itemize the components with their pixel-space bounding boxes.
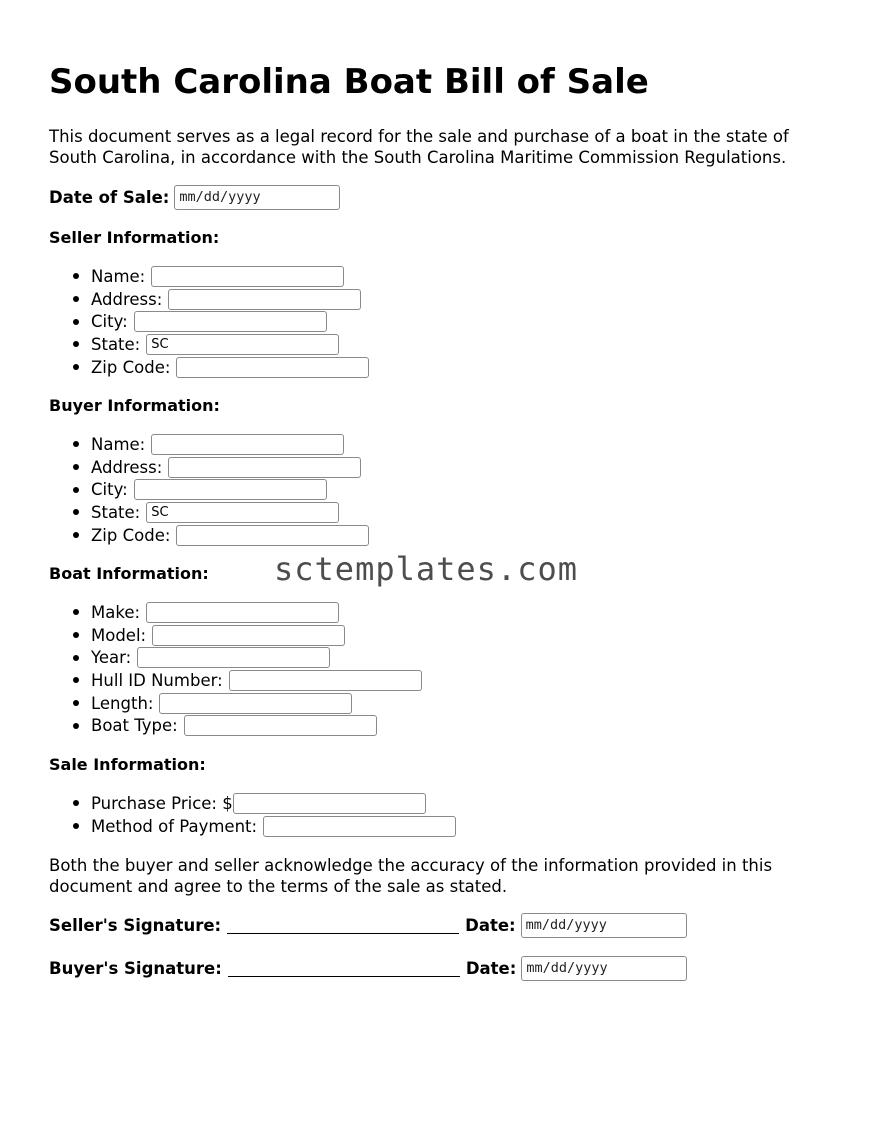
seller-zip-input[interactable] xyxy=(176,357,369,378)
list-item xyxy=(49,310,369,333)
list-item xyxy=(49,524,369,547)
boat-type-label: Boat Type: xyxy=(91,716,178,736)
buyer-date-label: Date: xyxy=(465,958,517,978)
buyer-name-label: Name: xyxy=(91,434,146,454)
date-of-sale-label: Date of Sale: xyxy=(49,187,170,207)
list-item xyxy=(49,333,369,356)
buyer-heading: Buyer Information: xyxy=(49,396,220,415)
boat-type-input[interactable] xyxy=(184,715,377,736)
boat-model-input[interactable] xyxy=(152,625,345,646)
buyer-state-label: State: xyxy=(91,502,141,522)
list-item xyxy=(49,692,422,715)
seller-date-label: Date: xyxy=(465,915,516,935)
list-item xyxy=(49,456,369,479)
boat-year-label: Year: xyxy=(91,648,132,668)
seller-signature-row xyxy=(49,912,687,938)
seller-signature-label: Seller's Signature: xyxy=(49,915,222,935)
buyer-signature-row xyxy=(49,955,687,981)
seller-state-label: State: xyxy=(91,334,141,354)
seller-state-input[interactable]: SC xyxy=(146,334,339,355)
list-item xyxy=(49,714,422,737)
list-item xyxy=(49,601,422,624)
seller-name-input[interactable] xyxy=(151,266,344,287)
seller-address-input[interactable] xyxy=(168,289,361,310)
buyer-address-input[interactable] xyxy=(168,457,361,478)
boat-make-label: Make: xyxy=(91,602,141,622)
date-of-sale-input[interactable]: mm/dd/yyyy xyxy=(174,185,340,210)
list-item xyxy=(49,501,369,524)
seller-date-input[interactable]: mm/dd/yyyy xyxy=(521,913,687,938)
seller-heading: Seller Information: xyxy=(49,228,220,247)
seller-zip-label: Zip Code: xyxy=(91,357,171,377)
bullet-icon xyxy=(73,655,79,661)
sale-heading: Sale Information: xyxy=(49,755,206,774)
buyer-signature-line[interactable] xyxy=(228,959,460,977)
payment-method-label: Method of Payment: xyxy=(91,816,258,836)
buyer-address-label: Address: xyxy=(91,457,163,477)
seller-city-label: City: xyxy=(91,312,128,332)
seller-signature-line[interactable] xyxy=(227,916,459,934)
boat-list xyxy=(49,601,422,737)
purchase-price-input[interactable] xyxy=(233,793,426,814)
list-item xyxy=(49,288,369,311)
page-title: South Carolina Boat Bill of Sale xyxy=(49,62,649,102)
buyer-zip-input[interactable] xyxy=(176,525,369,546)
boat-length-input[interactable] xyxy=(159,693,352,714)
boat-heading: Boat Information: xyxy=(49,564,209,583)
list-item xyxy=(49,478,369,501)
intro-paragraph: This document serves as a legal record for the sale and purchase of a boat in the state of South Carolina, in accordance with the South Carolina Maritime Commission Regulations. xyxy=(49,127,789,167)
bullet-icon xyxy=(73,800,79,806)
buyer-city-label: City: xyxy=(91,480,128,500)
seller-list xyxy=(49,265,369,378)
list-item xyxy=(49,265,369,288)
bullet-icon xyxy=(73,464,79,470)
list-item xyxy=(49,433,369,456)
bullet-icon xyxy=(73,723,79,729)
bullet-icon xyxy=(73,273,79,279)
boat-hull-input[interactable] xyxy=(229,670,422,691)
buyer-zip-label: Zip Code: xyxy=(91,525,171,545)
list-item xyxy=(49,792,456,815)
buyer-list xyxy=(49,433,369,546)
boat-make-input[interactable] xyxy=(146,602,339,623)
bullet-icon xyxy=(73,319,79,325)
sale-list xyxy=(49,792,456,837)
payment-method-input[interactable] xyxy=(263,816,456,837)
purchase-price-label: Purchase Price: $ xyxy=(91,793,233,813)
list-item xyxy=(49,669,422,692)
seller-name-label: Name: xyxy=(91,266,146,286)
bullet-icon xyxy=(73,509,79,515)
bullet-icon xyxy=(73,341,79,347)
bullet-icon xyxy=(73,700,79,706)
buyer-signature-label: Buyer's Signature: xyxy=(49,958,222,978)
seller-city-input[interactable] xyxy=(134,311,327,332)
seller-address-label: Address: xyxy=(91,289,163,309)
bullet-icon xyxy=(73,487,79,493)
boat-hull-label: Hull ID Number: xyxy=(91,670,223,690)
buyer-name-input[interactable] xyxy=(151,434,344,455)
watermark: sctemplates.com xyxy=(274,550,578,588)
bullet-icon xyxy=(73,677,79,683)
bullet-icon xyxy=(73,364,79,370)
list-item xyxy=(49,356,369,379)
list-item xyxy=(49,815,456,838)
bullet-icon xyxy=(73,632,79,638)
bullet-icon xyxy=(73,532,79,538)
bullet-icon xyxy=(73,441,79,447)
list-item xyxy=(49,646,422,669)
boat-model-label: Model: xyxy=(91,625,147,645)
boat-year-input[interactable] xyxy=(137,647,330,668)
bullet-icon xyxy=(73,296,79,302)
buyer-city-input[interactable] xyxy=(134,479,327,500)
boat-length-label: Length: xyxy=(91,693,154,713)
bullet-icon xyxy=(73,823,79,829)
buyer-state-input[interactable]: SC xyxy=(146,502,339,523)
bullet-icon xyxy=(73,609,79,615)
acknowledgement-paragraph: Both the buyer and seller acknowledge the accuracy of the information provided in this document and agree to the terms of the sale as stated. xyxy=(49,856,773,896)
buyer-date-input[interactable]: mm/dd/yyyy xyxy=(521,956,687,981)
list-item xyxy=(49,624,422,647)
date-of-sale-row xyxy=(49,184,340,210)
